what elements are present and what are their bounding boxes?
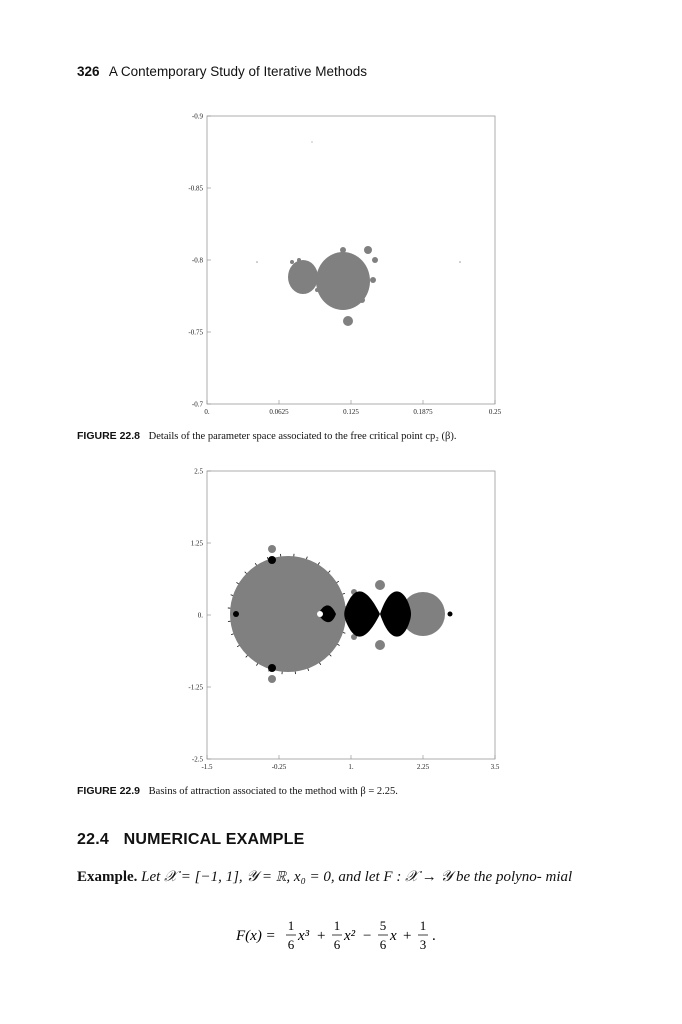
fraction-numerator: 1 xyxy=(333,918,341,933)
right-bulb xyxy=(370,277,376,283)
fraction-numerator: 1 xyxy=(419,918,427,933)
running-title: A Contemporary Study of Iterative Methods xyxy=(108,64,368,79)
fraction-numerator: 5 xyxy=(379,918,387,933)
small-bulb xyxy=(315,288,319,292)
y-tick-label: -2.5 xyxy=(191,755,203,764)
speck xyxy=(311,141,313,143)
speck xyxy=(459,261,461,263)
figure-label: FIGURE 22.9 xyxy=(77,785,141,797)
fraction-numerator: 1 xyxy=(287,918,295,933)
formula-operator: − xyxy=(363,928,372,944)
bottom-bulb xyxy=(343,316,353,326)
upper-right-bulb-2 xyxy=(372,257,378,263)
figure-caption-text: Basins of attraction associated to the method with β = 2.25. xyxy=(148,786,398,797)
white-dot xyxy=(317,611,323,617)
formula-operator: + xyxy=(403,928,412,944)
formula-lhs: F(x) = xyxy=(236,928,276,944)
example-paragraph xyxy=(77,866,607,888)
top-bulb xyxy=(340,247,346,253)
example-lead: Example. xyxy=(77,869,138,885)
formula-operator: + xyxy=(317,928,326,944)
x-tick-label: 0.25 xyxy=(488,408,502,416)
figure-label: FIGURE 22.8 xyxy=(77,430,141,442)
bottom-bulb xyxy=(268,675,276,683)
formula-variable: x² xyxy=(344,928,356,944)
section-title: NUMERICAL EXAMPLE xyxy=(123,831,305,848)
example-text: Let 𝒳 = [−1, 1], 𝒴 = ℝ, x₀ = 0, and let F : 𝒳 → 𝒴 be the polyno- mial xyxy=(141,869,573,885)
y-tick-label: -0.85 xyxy=(188,184,203,193)
x-tick-label: 0. xyxy=(204,408,210,416)
polynomial-formula xyxy=(236,912,466,961)
running-header xyxy=(77,64,367,80)
fraction-denominator: 6 xyxy=(287,937,295,952)
y-tick-label: 2.5 xyxy=(194,467,203,476)
black-top-dot xyxy=(268,556,276,564)
section-number: 22.4 xyxy=(77,831,109,848)
black-right-dot xyxy=(448,612,453,617)
figure-22-9-plot xyxy=(180,465,510,775)
lower-right-bulb xyxy=(359,297,365,303)
y-tick-label: -0.8 xyxy=(191,256,203,265)
figure-22-8-plot xyxy=(180,110,510,420)
x-tick-label: -0.25 xyxy=(271,763,287,771)
formula-variable: x³ xyxy=(298,928,310,944)
x-tick-label: 0.125 xyxy=(343,408,359,416)
y-tick-label: 0. xyxy=(197,611,203,620)
x-tick-label: 3.5 xyxy=(490,763,500,771)
figure-22-9-svg xyxy=(180,465,510,775)
section-heading xyxy=(77,831,305,849)
small-bulb-3 xyxy=(297,258,301,262)
y-tick-label: -0.7 xyxy=(191,400,203,409)
neck-bulb xyxy=(319,273,327,281)
y-tick-label: 1.25 xyxy=(190,539,203,548)
formula-end: . xyxy=(432,928,436,944)
page-number: 326 xyxy=(77,64,100,79)
formula-variable: x xyxy=(390,928,397,944)
x-tick-label: 1. xyxy=(348,763,354,771)
y-tick-label: -0.75 xyxy=(188,328,203,337)
x-tick-label: 0.1875 xyxy=(413,408,433,416)
y-tick-label: -0.9 xyxy=(191,112,203,121)
small-bulb-2 xyxy=(290,260,294,264)
left-bulb xyxy=(288,260,318,294)
y-tick-label: -1.25 xyxy=(188,683,203,692)
lower-bulb xyxy=(375,640,385,650)
top-bulb xyxy=(268,545,276,553)
fraction-denominator: 6 xyxy=(333,937,341,952)
figure-caption-text: Details of the parameter space associated to the free critical point cp₂ (β). xyxy=(148,431,457,442)
figure-22-9-caption xyxy=(77,785,398,797)
x-tick-label: 2.25 xyxy=(416,763,430,771)
black-left-dot xyxy=(233,611,239,617)
speck xyxy=(256,261,258,263)
figure-22-8-caption xyxy=(77,430,456,442)
figure-22-8-svg xyxy=(180,110,510,420)
x-tick-label: -1.5 xyxy=(201,763,213,771)
fraction-denominator: 6 xyxy=(379,937,387,952)
upper-bulb xyxy=(375,580,385,590)
formula-svg xyxy=(236,912,466,956)
upper-right-bulb xyxy=(364,246,372,254)
fraction-denominator: 3 xyxy=(419,937,427,952)
x-tick-label: 0.0625 xyxy=(269,408,289,416)
